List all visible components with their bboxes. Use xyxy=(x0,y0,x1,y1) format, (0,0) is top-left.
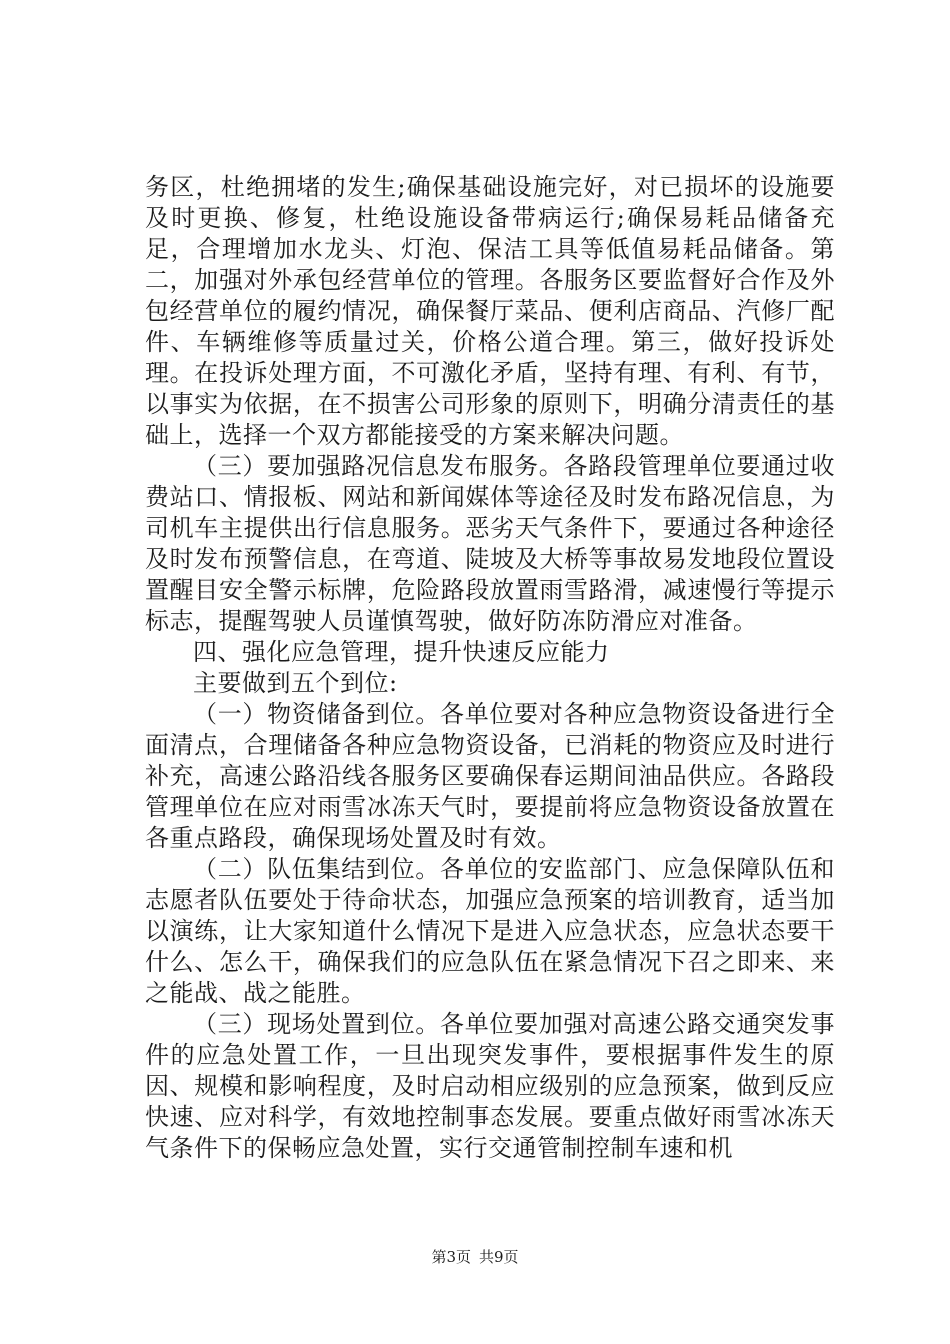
paragraph-1: 务区，杜绝拥堵的发生;确保基础设施完好，对已损坏的设施要及时更换、修复，杜绝设施设备带病运行;确保易耗品储备充足，合理增加水龙头、灯泡、保洁工具等低值易耗品储备。第二，加强对外承包经营单位的管理。各服务区要监督好合作及外包经营单位的履约情况，确保餐厅菜品、便利店商品、汽修厂配件、车辆维修等质量过关，价格公道合理。第三，做好投诉处理。在投诉处理方面，不可激化矛盾，坚持有理、有利、有节，以事实为依据，在不损害公司形象的原则下，明确分清责任的基础上，选择一个双方都能接受的方案来解决问题。 xyxy=(145,173,835,449)
paragraph-6: （二）队伍集结到位。各单位的安监部门、应急保障队伍和志愿者队伍要处于待命状态，加强应急预案的培训教育，适当加以演练，让大家知道什么情况下是进入应急状态，应急状态要干什么、怎么干，确保我们的应急队伍在紧急情况下召之即来、来之能战、战之能胜。 xyxy=(145,855,835,1007)
page-footer xyxy=(0,1246,950,1267)
page-number: 第3页 xyxy=(431,1248,471,1266)
paragraph-7: （三）现场处置到位。各单位要加强对高速公路交通突发事件的应急处置工作，一旦出现突发事件，要根据事件发生的原因、规模和影响程度，及时启动相应级别的应急预案，做到反应快速、应对科学，有效地控制事态发展。要重点做好雨雪冰冻天气条件下的保畅应急处置，实行交通管制控制车速和机 xyxy=(145,1010,835,1162)
page-total: 共9页 xyxy=(479,1248,519,1266)
document-body xyxy=(145,172,835,1164)
paragraph-4: 主要做到五个到位: xyxy=(193,669,398,697)
paragraph-2: （三）要加强路况信息发布服务。各路段管理单位要通过收费站口、情报板、网站和新闻媒体等途径及时发布路况信息，为司机车主提供出行信息服务。恶劣天气条件下，要通过各种途径及时发布预警信息，在弯道、陡坡及大桥等事故易发地段位置设置醒目安全警示标牌，危险路段放置雨雪路滑，减速慢行等提示标志，提醒驾驶人员谨慎驾驶，做好防冻防滑应对准备。 xyxy=(145,452,835,635)
section-heading: 四、强化应急管理，提升快速反应能力 xyxy=(193,638,610,666)
paragraph-5: （一）物资储备到位。各单位要对各种应急物资设备进行全面清点，合理储备各种应急物资设备，已消耗的物资应及时进行补充，高速公路沿线各服务区要确保春运期间油品供应。各路段管理单位在应对雨雪冰冻天气时，要提前将应急物资设备放置在各重点路段，确保现场处置及时有效。 xyxy=(145,700,835,852)
